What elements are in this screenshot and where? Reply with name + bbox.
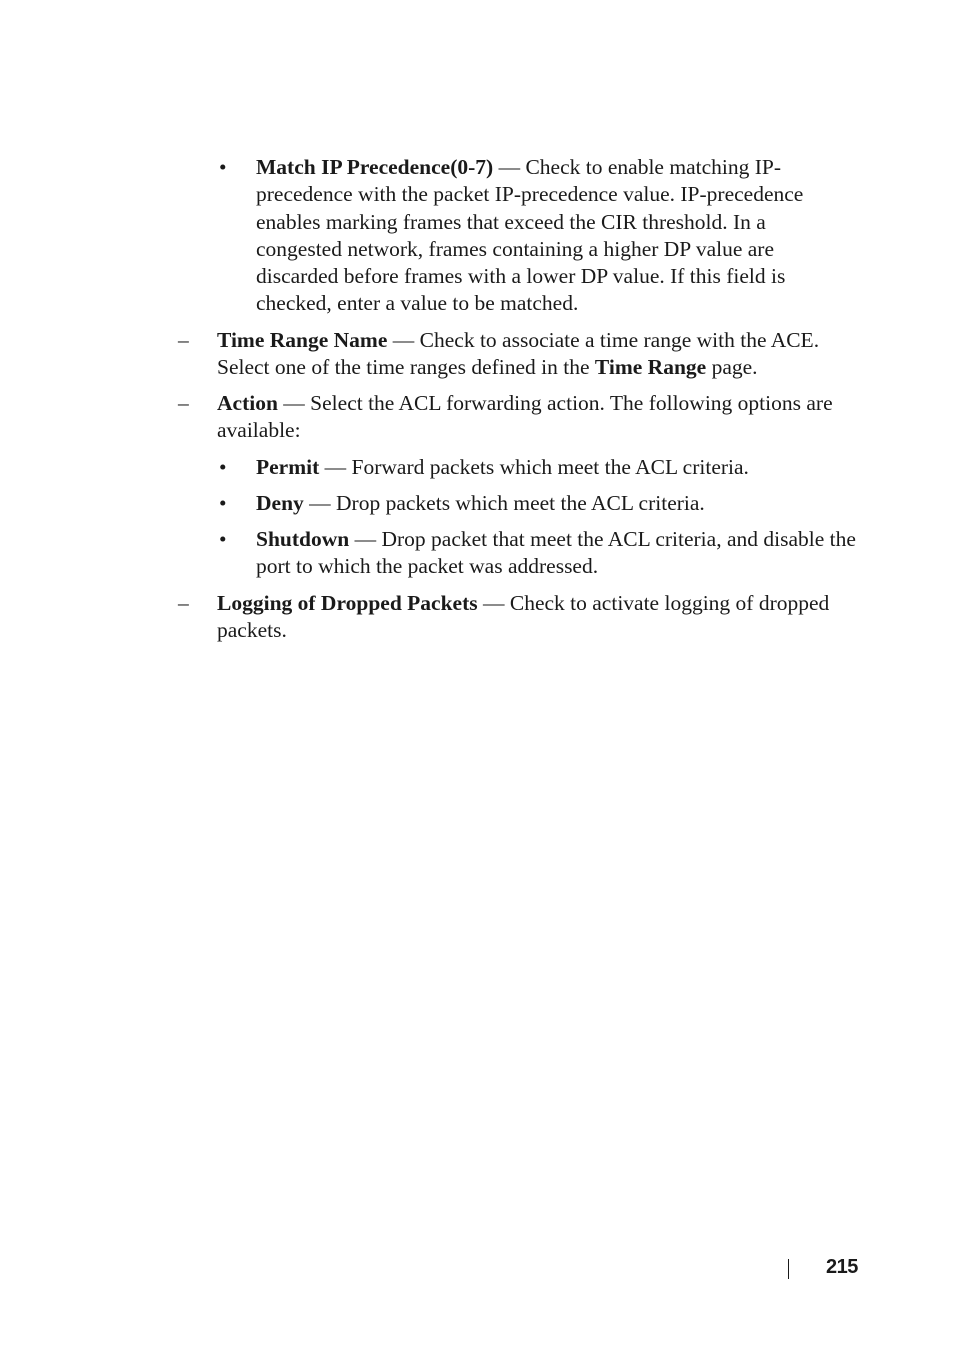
logging-term: Logging of Dropped Packets [217, 591, 478, 615]
time-range-name-item [217, 327, 857, 382]
time-range-page-reference: Time Range [594, 355, 707, 380]
bullet-marker: • [219, 527, 227, 551]
footer-divider [788, 1259, 789, 1279]
time-range-name-term: Time Range Name [217, 328, 388, 352]
match-ip-precedence-term: Match IP Precedence(0-7) [256, 155, 494, 179]
dash-marker: – [178, 328, 189, 352]
match-ip-precedence-item [256, 154, 856, 318]
page-number: 215 [826, 1256, 858, 1278]
shutdown-description: — Drop packet that meet the ACL criteria, and disable the port to which the packet was addressed. [256, 527, 856, 579]
permit-term: Permit [256, 455, 320, 479]
shutdown-term: Shutdown [256, 527, 350, 551]
deny-item [256, 490, 856, 517]
bullet-marker: • [219, 455, 227, 479]
shutdown-item [256, 526, 856, 581]
action-term: Action [217, 391, 278, 415]
time-range-name-description: — Check to associate a time range with the ACE. Select one of the time ranges defined in the [217, 328, 820, 380]
action-description: — Select the ACL forwarding action. The following options are available: [217, 391, 833, 443]
dash-marker: – [178, 391, 189, 415]
deny-description: — Drop packets which meet the ACL criteria. [303, 491, 705, 515]
bullet-marker: • [219, 491, 227, 515]
match-ip-precedence-description: — Check to enable matching IP-precedence with the packet IP-precedence value. IP-precedence enables marking frames that exceed the CIR threshold. In a congested network, frames containing a higher DP value are discarded before frames with a lower DP value. If this field is checked, enter a value to be matched. [256, 155, 804, 316]
logging-description: — Check to activate logging of dropped packets. [217, 591, 830, 643]
logging-item [217, 590, 857, 645]
dash-marker: – [178, 591, 189, 615]
bullet-marker: • [219, 155, 227, 179]
time-range-name-description-end: page. [706, 355, 758, 380]
permit-item [256, 454, 856, 481]
deny-term: Deny [256, 491, 304, 515]
permit-description: — Forward packets which meet the ACL criteria. [319, 455, 749, 479]
action-item [217, 390, 842, 445]
